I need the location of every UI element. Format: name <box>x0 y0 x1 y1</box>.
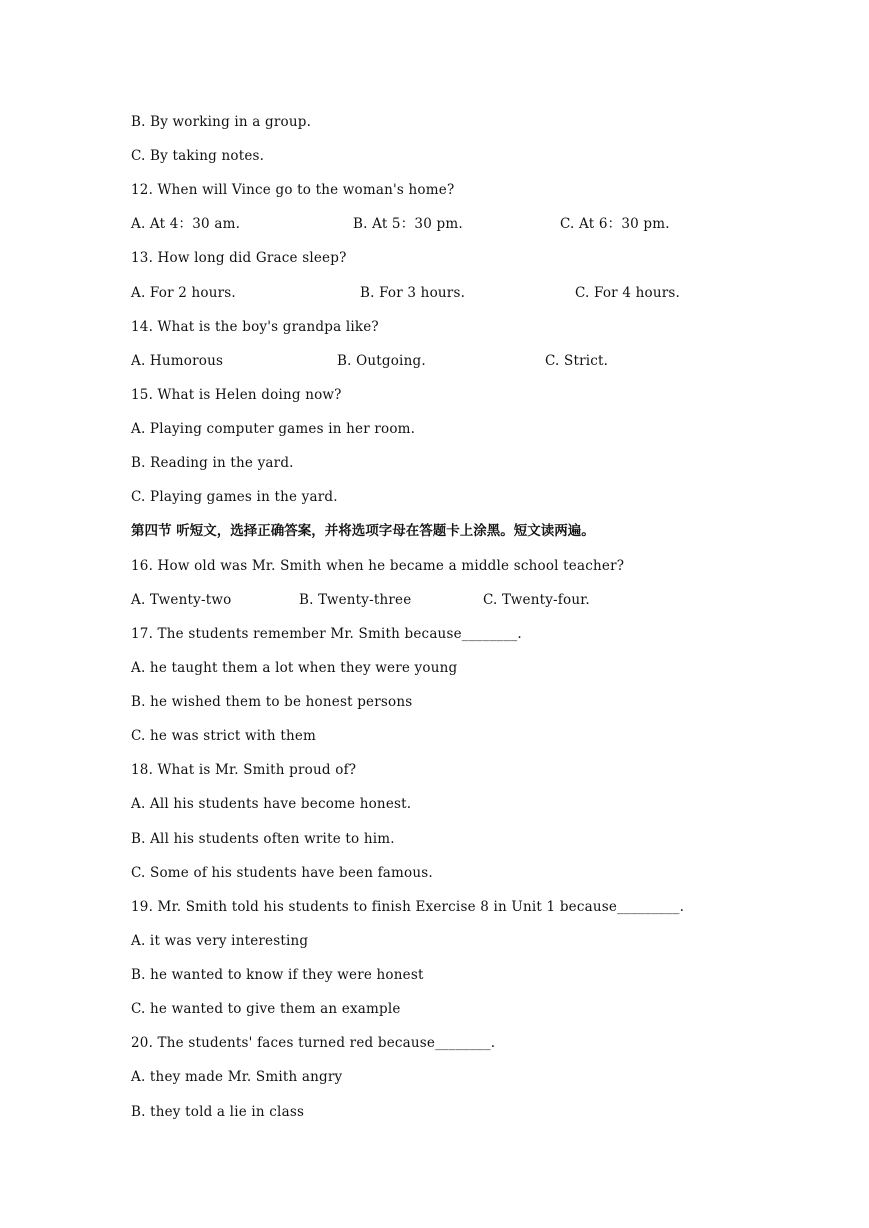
option-20a: A. they made Mr. Smith angry <box>131 1069 343 1085</box>
option-17b: B. he wished them to be honest persons <box>131 694 413 710</box>
option-14c: C. Strict. <box>545 353 609 369</box>
option-15b: B. Reading in the yard. <box>131 455 294 471</box>
option-16c: C. Twenty-four. <box>483 592 590 608</box>
option-11b: B. By working in a group. <box>131 114 312 130</box>
question-17: 17. The students remember Mr. Smith because________. <box>131 626 522 642</box>
question-15: 15. What is Helen doing now? <box>131 387 342 403</box>
option-18c: C. Some of his students have been famous. <box>131 865 433 881</box>
option-11c: C. By taking notes. <box>131 148 265 164</box>
option-13c: C. For 4 hours. <box>575 285 681 301</box>
option-13b: B. For 3 hours. <box>360 285 466 301</box>
option-17a: A. he taught them a lot when they were young <box>131 660 458 676</box>
question-13: 13. How long did Grace sleep? <box>131 250 347 266</box>
question-18: 18. What is Mr. Smith proud of? <box>131 762 357 778</box>
option-14b: B. Outgoing. <box>337 353 426 369</box>
option-17c: C. he was strict with them <box>131 728 317 744</box>
option-18b: B. All his students often write to him. <box>131 831 395 847</box>
option-20b: B. they told a lie in class <box>131 1104 305 1120</box>
option-19a: A. it was very interesting <box>131 933 309 949</box>
question-16: 16. How old was Mr. Smith when he became a middle school teacher? <box>131 558 625 574</box>
option-14a: A. Humorous <box>131 353 224 369</box>
option-12c: C. At 6：30 pm. <box>560 216 670 232</box>
option-19c: C. he wanted to give them an example <box>131 1001 401 1017</box>
option-16a: A. Twenty-two <box>131 592 232 608</box>
option-13a: A. For 2 hours. <box>131 285 236 301</box>
question-14: 14. What is the boy's grandpa like? <box>131 319 379 335</box>
option-18a: A. All his students have become honest. <box>131 796 412 812</box>
option-16b: B. Twenty-three <box>299 592 412 608</box>
option-15a: A. Playing computer games in her room. <box>131 421 416 437</box>
section-4-heading: 第四节 听短文，选择正确答案，并将选项字母在答题卡上涂黑。短文读两遍。 <box>131 523 595 539</box>
option-19b: B. he wanted to know if they were honest <box>131 967 424 983</box>
option-12a: A. At 4：30 am. <box>131 216 241 232</box>
question-20: 20. The students' faces turned red because________. <box>131 1035 496 1051</box>
question-19: 19. Mr. Smith told his students to finish Exercise 8 in Unit 1 because_________. <box>131 899 685 915</box>
option-15c: C. Playing games in the yard. <box>131 489 338 505</box>
question-12: 12. When will Vince go to the woman's home? <box>131 182 455 198</box>
option-12b: B. At 5：30 pm. <box>353 216 463 232</box>
